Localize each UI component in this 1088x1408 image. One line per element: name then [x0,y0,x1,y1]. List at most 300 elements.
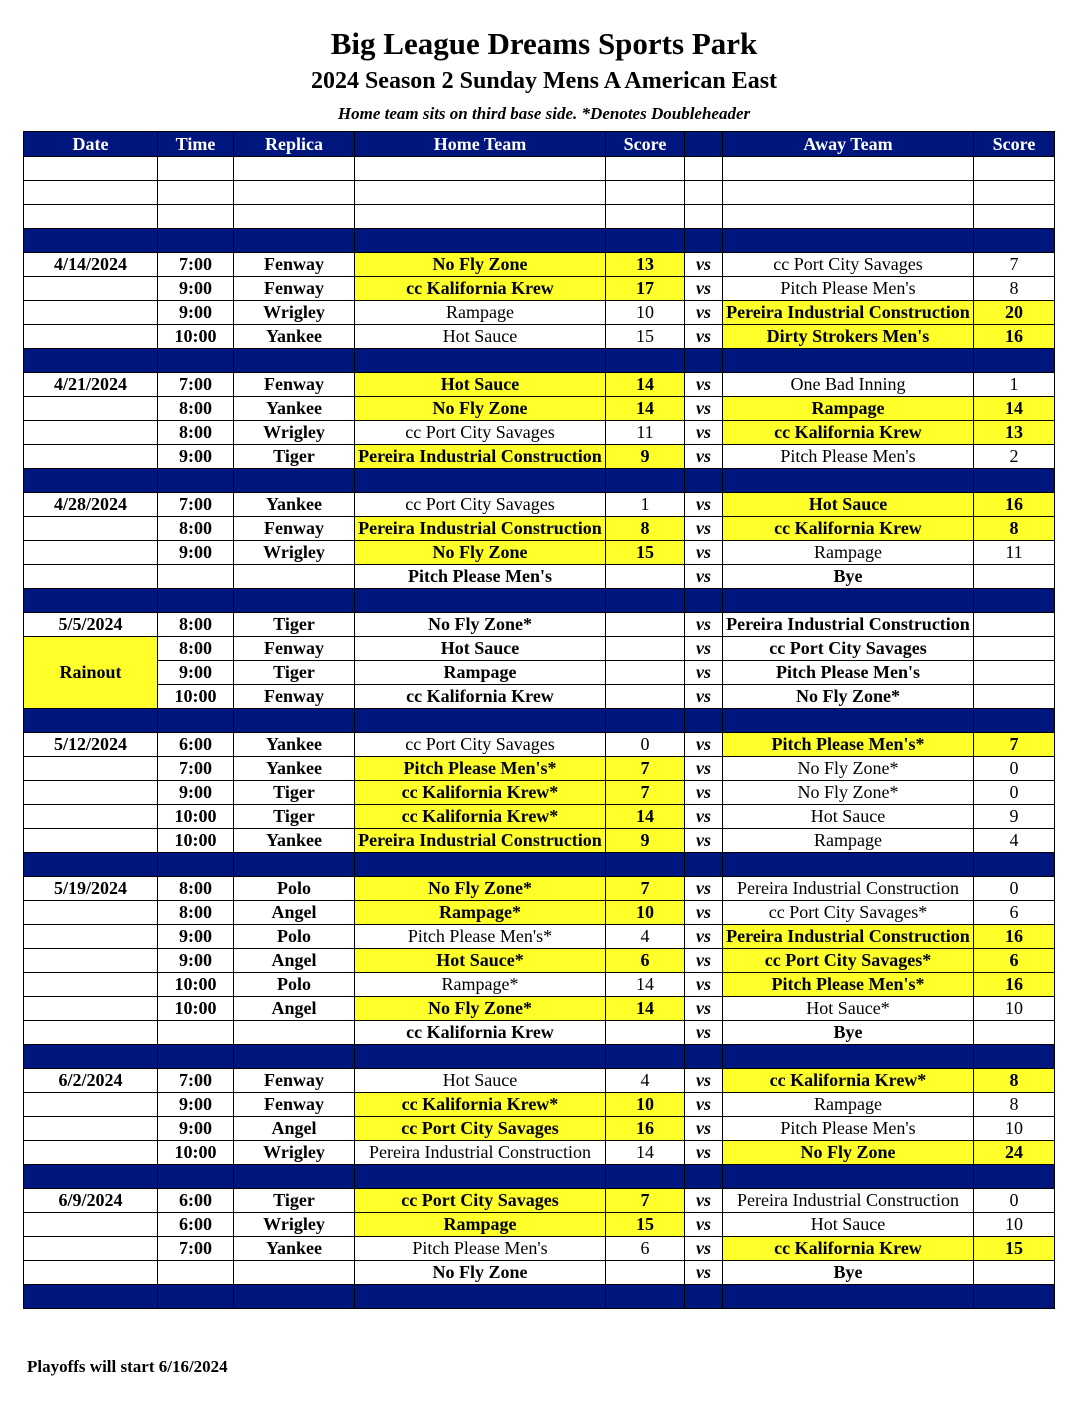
away-score-cell: 16 [974,973,1055,997]
separator-row [24,709,1055,733]
away-team-cell: No Fly Zone [723,1141,974,1165]
empty-cell [974,205,1055,229]
home-score-cell: 7 [606,1189,685,1213]
empty-cell [158,205,234,229]
separator-row [24,1165,1055,1189]
home-team-cell: No Fly Zone* [355,997,606,1021]
table-row [24,757,1055,781]
home-team-cell: cc Kalifornia Krew [355,1021,606,1045]
replica-cell: Wrigley [234,1141,355,1165]
away-score-cell [974,613,1055,637]
table-row [24,1117,1055,1141]
vs-cell: vs [685,805,723,829]
separator-cell [158,349,234,373]
away-score-cell: 11 [974,541,1055,565]
home-score-cell: 15 [606,325,685,349]
away-score-cell [974,661,1055,685]
date-cell [24,445,158,469]
time-cell: 10:00 [158,805,234,829]
header-date: Date [24,132,158,157]
vs-cell: vs [685,997,723,1021]
time-cell: 10:00 [158,829,234,853]
date-cell: 6/2/2024 [24,1069,158,1093]
page-title: Big League Dreams Sports Park [330,26,758,61]
vs-cell: vs [685,925,723,949]
replica-cell: Fenway [234,517,355,541]
table-row [24,373,1055,397]
separator-row [24,229,1055,253]
empty-cell [234,205,355,229]
away-team-cell: Pitch Please Men's [723,1117,974,1141]
away-score-cell: 8 [974,1069,1055,1093]
replica-cell: Fenway [234,637,355,661]
away-team-cell: cc Port City Savages* [723,949,974,973]
separator-cell [974,229,1055,253]
vs-cell: vs [685,1141,723,1165]
date-cell [24,1261,158,1285]
vs-cell: vs [685,781,723,805]
home-team-cell: cc Port City Savages [355,493,606,517]
time-cell [158,1021,234,1045]
date-cell [24,1213,158,1237]
table-row [24,517,1055,541]
away-team-cell: Pitch Please Men's [723,661,974,685]
separator-cell [606,1285,685,1309]
table-row [24,397,1055,421]
separator-cell [158,1165,234,1189]
home-team-cell: cc Port City Savages [355,1189,606,1213]
empty-cell [24,181,158,205]
away-team-cell: cc Kalifornia Krew [723,421,974,445]
replica-cell: Wrigley [234,1213,355,1237]
separator-cell [234,229,355,253]
home-score-cell: 14 [606,397,685,421]
vs-cell: vs [685,757,723,781]
home-team-cell: Hot Sauce* [355,949,606,973]
separator-cell [355,589,606,613]
table-row [24,325,1055,349]
separator-cell [158,469,234,493]
vs-cell: vs [685,1021,723,1045]
separator-cell [158,709,234,733]
replica-cell: Fenway [234,373,355,397]
away-team-cell: Bye [723,1021,974,1045]
time-cell: 7:00 [158,373,234,397]
away-team-cell: No Fly Zone* [723,757,974,781]
away-team-cell: cc Port City Savages [723,253,974,277]
vs-cell: vs [685,1069,723,1093]
home-team-cell: cc Port City Savages [355,421,606,445]
replica-cell: Wrigley [234,421,355,445]
empty-cell [974,157,1055,181]
home-team-cell: No Fly Zone [355,541,606,565]
vs-cell: vs [685,1237,723,1261]
home-score-cell: 14 [606,973,685,997]
date-cell: 4/28/2024 [24,493,158,517]
table-row [24,925,1055,949]
replica-cell: Fenway [234,1069,355,1093]
away-score-cell: 2 [974,445,1055,469]
away-team-cell: No Fly Zone* [723,781,974,805]
time-cell: 6:00 [158,1213,234,1237]
table-row [24,997,1055,1021]
empty-cell [24,157,158,181]
away-team-cell: Pereira Industrial Construction [723,1189,974,1213]
away-score-cell: 8 [974,277,1055,301]
home-team-cell: Pitch Please Men's [355,1237,606,1261]
separator-cell [355,469,606,493]
replica-cell: Tiger [234,805,355,829]
empty-cell [606,157,685,181]
separator-cell [24,853,158,877]
table-row [24,901,1055,925]
replica-cell: Fenway [234,685,355,709]
separator-cell [355,229,606,253]
time-cell: 7:00 [158,757,234,781]
separator-cell [606,1165,685,1189]
home-score-cell: 6 [606,949,685,973]
vs-cell: vs [685,277,723,301]
header-away-score: Score [974,132,1055,157]
separator-cell [606,709,685,733]
separator-cell [723,349,974,373]
separator-cell [974,349,1055,373]
date-cell: 5/5/2024 [24,613,158,637]
home-team-cell: Rampage [355,301,606,325]
separator-cell [158,589,234,613]
separator-cell [974,1165,1055,1189]
replica-cell: Tiger [234,1189,355,1213]
empty-cell [355,157,606,181]
home-team-cell: Rampage* [355,901,606,925]
away-score-cell: 1 [974,373,1055,397]
separator-cell [685,709,723,733]
away-score-cell: 13 [974,421,1055,445]
away-team-cell: Hot Sauce* [723,997,974,1021]
home-team-cell: No Fly Zone [355,1261,606,1285]
empty-cell [723,205,974,229]
home-score-cell: 14 [606,997,685,1021]
home-team-cell: cc Kalifornia Krew [355,685,606,709]
separator-cell [234,469,355,493]
replica-cell: Polo [234,973,355,997]
table-row [24,1069,1055,1093]
away-score-cell: 16 [974,493,1055,517]
time-cell: 7:00 [158,253,234,277]
time-cell: 9:00 [158,445,234,469]
date-cell [24,781,158,805]
home-score-cell: 10 [606,1093,685,1117]
date-cell [24,1141,158,1165]
empty-cell [685,181,723,205]
separator-cell [606,349,685,373]
home-team-cell: cc Kalifornia Krew* [355,805,606,829]
table-row [24,493,1055,517]
separator-cell [974,469,1055,493]
table-row [24,253,1055,277]
home-team-cell: Rampage [355,661,606,685]
away-score-cell: 16 [974,925,1055,949]
home-team-cell: No Fly Zone* [355,877,606,901]
date-cell [24,1237,158,1261]
away-team-cell: cc Kalifornia Krew [723,517,974,541]
replica-cell: Tiger [234,445,355,469]
schedule-table [23,131,1055,1309]
separator-cell [24,229,158,253]
away-team-cell: cc Kalifornia Krew [723,1237,974,1261]
away-team-cell: Rampage [723,397,974,421]
date-cell [24,1021,158,1045]
away-team-cell: cc Port City Savages* [723,901,974,925]
separator-cell [355,1045,606,1069]
replica-cell: Tiger [234,613,355,637]
time-cell: 9:00 [158,925,234,949]
table-row [24,1237,1055,1261]
away-score-cell: 15 [974,1237,1055,1261]
away-score-cell: 0 [974,781,1055,805]
time-cell: 7:00 [158,1237,234,1261]
table-row [24,565,1055,589]
home-team-cell: Rampage [355,1213,606,1237]
replica-cell [234,565,355,589]
home-score-cell: 13 [606,253,685,277]
separator-cell [24,349,158,373]
empty-cell [24,205,158,229]
time-cell: 7:00 [158,493,234,517]
separator-cell [24,589,158,613]
away-team-cell: Rampage [723,1093,974,1117]
home-team-cell: Hot Sauce [355,637,606,661]
table-row [24,157,1055,181]
table-row [24,637,1055,661]
vs-cell: vs [685,1117,723,1141]
vs-cell: vs [685,373,723,397]
date-cell [24,301,158,325]
home-score-cell: 4 [606,925,685,949]
table-row [24,445,1055,469]
home-team-cell: cc Port City Savages [355,733,606,757]
away-team-cell: One Bad Inning [723,373,974,397]
separator-cell [24,469,158,493]
time-cell: 10:00 [158,685,234,709]
vs-cell: vs [685,1189,723,1213]
time-cell: 9:00 [158,301,234,325]
vs-cell: vs [685,829,723,853]
vs-cell: vs [685,613,723,637]
time-cell: 10:00 [158,325,234,349]
home-score-cell: 1 [606,493,685,517]
separator-cell [234,1165,355,1189]
home-score-cell: 6 [606,1237,685,1261]
separator-cell [723,469,974,493]
away-team-cell: Pereira Industrial Construction [723,925,974,949]
separator-cell [606,589,685,613]
time-cell: 6:00 [158,733,234,757]
home-team-cell: cc Kalifornia Krew [355,277,606,301]
time-cell: 10:00 [158,997,234,1021]
away-score-cell: 10 [974,1117,1055,1141]
table-row [24,829,1055,853]
header-time: Time [158,132,234,157]
separator-cell [355,853,606,877]
replica-cell: Yankee [234,829,355,853]
away-score-cell [974,637,1055,661]
separator-cell [685,589,723,613]
table-row [24,973,1055,997]
home-team-cell: Pitch Please Men's* [355,757,606,781]
away-team-cell: Pitch Please Men's* [723,973,974,997]
time-cell [158,1261,234,1285]
home-score-cell [606,1261,685,1285]
empty-cell [723,181,974,205]
home-score-cell: 9 [606,445,685,469]
away-score-cell: 8 [974,1093,1055,1117]
separator-cell [355,709,606,733]
header-replica: Replica [234,132,355,157]
away-score-cell: 10 [974,997,1055,1021]
time-cell: 10:00 [158,973,234,997]
replica-cell: Yankee [234,493,355,517]
empty-cell [723,157,974,181]
rainout-cell: Rainout [24,637,158,709]
home-score-cell: 4 [606,1069,685,1093]
replica-cell: Wrigley [234,541,355,565]
separator-row [24,1045,1055,1069]
separator-cell [24,1045,158,1069]
separator-cell [685,349,723,373]
replica-cell: Polo [234,925,355,949]
separator-cell [234,349,355,373]
home-team-cell: Rampage* [355,973,606,997]
replica-cell [234,1261,355,1285]
empty-cell [355,181,606,205]
vs-cell: vs [685,445,723,469]
date-cell [24,925,158,949]
replica-cell: Fenway [234,277,355,301]
separator-cell [234,1285,355,1309]
home-team-cell: Hot Sauce [355,325,606,349]
replica-cell: Tiger [234,661,355,685]
vs-cell: vs [685,493,723,517]
time-cell: 9:00 [158,781,234,805]
vs-cell: vs [685,1093,723,1117]
home-score-cell [606,661,685,685]
table-row [24,685,1055,709]
separator-cell [685,1165,723,1189]
separator-cell [24,1285,158,1309]
away-score-cell: 6 [974,949,1055,973]
away-score-cell: 10 [974,1213,1055,1237]
table-row [24,1189,1055,1213]
separator-cell [974,1285,1055,1309]
separator-cell [723,853,974,877]
date-cell [24,541,158,565]
separator-cell [723,1165,974,1189]
away-team-cell: Pereira Industrial Construction [723,613,974,637]
time-cell: 9:00 [158,1093,234,1117]
date-cell [24,805,158,829]
replica-cell: Yankee [234,733,355,757]
home-team-cell: Pitch Please Men's* [355,925,606,949]
replica-cell: Yankee [234,1237,355,1261]
home-score-cell: 7 [606,781,685,805]
date-cell [24,421,158,445]
away-team-cell: Pereira Industrial Construction [723,877,974,901]
away-score-cell [974,685,1055,709]
separator-cell [24,1165,158,1189]
home-score-cell: 0 [606,733,685,757]
replica-cell: Fenway [234,1093,355,1117]
away-team-cell: Rampage [723,541,974,565]
separator-cell [158,1045,234,1069]
separator-cell [234,589,355,613]
vs-cell: vs [685,253,723,277]
empty-cell [606,181,685,205]
home-score-cell [606,613,685,637]
away-score-cell: 7 [974,733,1055,757]
separator-row [24,469,1055,493]
time-cell: 9:00 [158,277,234,301]
away-score-cell [974,1021,1055,1045]
vs-cell: vs [685,517,723,541]
away-team-cell: Dirty Strokers Men's [723,325,974,349]
vs-cell: vs [685,877,723,901]
home-team-cell: No Fly Zone [355,397,606,421]
table-row [24,1093,1055,1117]
away-team-cell: Hot Sauce [723,805,974,829]
vs-cell: vs [685,421,723,445]
separator-cell [355,1165,606,1189]
table-row [24,661,1055,685]
separator-cell [685,1285,723,1309]
vs-cell: vs [685,733,723,757]
home-score-cell: 14 [606,805,685,829]
replica-cell: Yankee [234,397,355,421]
separator-cell [355,1285,606,1309]
separator-cell [24,709,158,733]
home-score-cell [606,637,685,661]
separator-cell [606,853,685,877]
replica-cell: Angel [234,1117,355,1141]
away-score-cell: 20 [974,301,1055,325]
home-team-cell: cc Kalifornia Krew* [355,1093,606,1117]
date-cell: 6/9/2024 [24,1189,158,1213]
vs-cell: vs [685,1261,723,1285]
date-cell [24,517,158,541]
home-score-cell: 16 [606,1117,685,1141]
date-cell [24,565,158,589]
home-score-cell: 17 [606,277,685,301]
table-header [24,132,1055,157]
date-cell: 4/21/2024 [24,373,158,397]
header-home-score: Score [606,132,685,157]
home-score-cell: 7 [606,757,685,781]
away-score-cell: 24 [974,1141,1055,1165]
away-team-cell: No Fly Zone* [723,685,974,709]
home-team-cell: No Fly Zone* [355,613,606,637]
vs-cell: vs [685,661,723,685]
time-cell [158,565,234,589]
away-score-cell: 0 [974,757,1055,781]
table-row [24,733,1055,757]
separator-cell [158,853,234,877]
time-cell: 8:00 [158,613,234,637]
replica-cell: Yankee [234,757,355,781]
footer-note: Playoffs will start 6/16/2024 [27,1357,228,1376]
time-cell: 9:00 [158,1117,234,1141]
away-team-cell: Bye [723,1261,974,1285]
home-team-cell: cc Port City Savages [355,1117,606,1141]
